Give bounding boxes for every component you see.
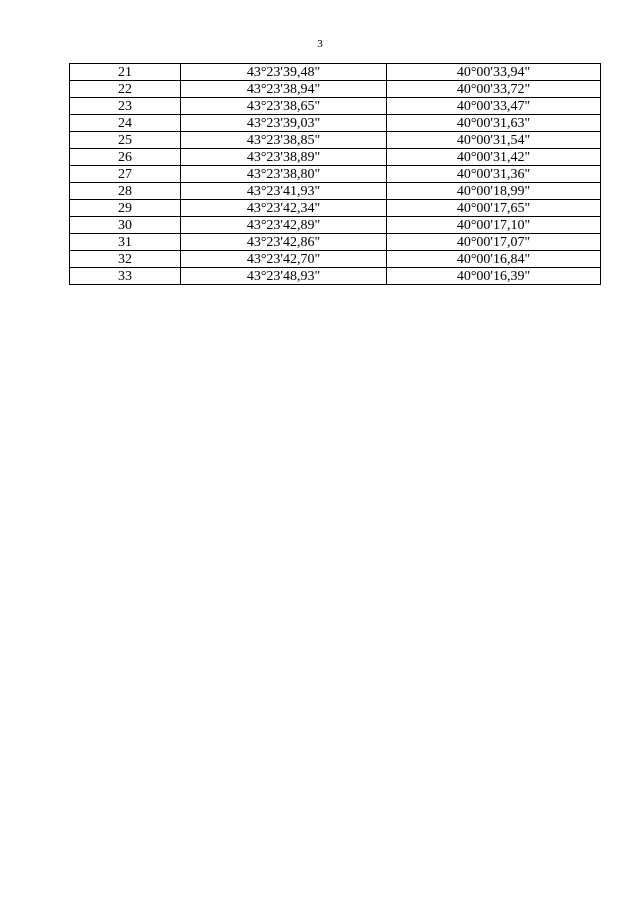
point-number-cell: 27 bbox=[70, 166, 181, 183]
latitude-cell: 43°23'39,48" bbox=[181, 64, 387, 81]
longitude-cell: 40°00'31,42" bbox=[387, 149, 601, 166]
latitude-cell: 43°23'38,85" bbox=[181, 132, 387, 149]
point-number-cell: 29 bbox=[70, 200, 181, 217]
latitude-cell: 43°23'48,93" bbox=[181, 268, 387, 285]
longitude-cell: 40°00'18,99" bbox=[387, 183, 601, 200]
point-number-cell: 21 bbox=[70, 64, 181, 81]
point-number-cell: 30 bbox=[70, 217, 181, 234]
page-number: 3 bbox=[317, 38, 323, 50]
longitude-cell: 40°00'16,84" bbox=[387, 251, 601, 268]
longitude-cell: 40°00'17,07" bbox=[387, 234, 601, 251]
point-number-cell: 32 bbox=[70, 251, 181, 268]
table-row bbox=[70, 183, 601, 200]
longitude-cell: 40°00'16,39" bbox=[387, 268, 601, 285]
longitude-cell: 40°00'33,72" bbox=[387, 81, 601, 98]
latitude-cell: 43°23'42,89" bbox=[181, 217, 387, 234]
table-row bbox=[70, 81, 601, 98]
coordinates-table-body bbox=[70, 64, 601, 285]
latitude-cell: 43°23'38,94" bbox=[181, 81, 387, 98]
point-number-cell: 28 bbox=[70, 183, 181, 200]
table-row bbox=[70, 268, 601, 285]
point-number-cell: 26 bbox=[70, 149, 181, 166]
latitude-cell: 43°23'42,86" bbox=[181, 234, 387, 251]
table-row bbox=[70, 200, 601, 217]
latitude-cell: 43°23'39,03" bbox=[181, 115, 387, 132]
table-row bbox=[70, 98, 601, 115]
latitude-cell: 43°23'38,65" bbox=[181, 98, 387, 115]
table-row bbox=[70, 234, 601, 251]
longitude-cell: 40°00'17,10" bbox=[387, 217, 601, 234]
table-row bbox=[70, 166, 601, 183]
point-number-cell: 24 bbox=[70, 115, 181, 132]
latitude-cell: 43°23'38,80" bbox=[181, 166, 387, 183]
longitude-cell: 40°00'31,36" bbox=[387, 166, 601, 183]
table-row bbox=[70, 217, 601, 234]
table-row bbox=[70, 64, 601, 81]
table-row bbox=[70, 149, 601, 166]
point-number-cell: 25 bbox=[70, 132, 181, 149]
longitude-cell: 40°00'31,63" bbox=[387, 115, 601, 132]
table-row bbox=[70, 115, 601, 132]
longitude-cell: 40°00'31,54" bbox=[387, 132, 601, 149]
longitude-cell: 40°00'33,47" bbox=[387, 98, 601, 115]
table-row bbox=[70, 251, 601, 268]
longitude-cell: 40°00'33,94" bbox=[387, 64, 601, 81]
latitude-cell: 43°23'42,34" bbox=[181, 200, 387, 217]
latitude-cell: 43°23'42,70" bbox=[181, 251, 387, 268]
point-number-cell: 33 bbox=[70, 268, 181, 285]
point-number-cell: 31 bbox=[70, 234, 181, 251]
table-row bbox=[70, 132, 601, 149]
longitude-cell: 40°00'17,65" bbox=[387, 200, 601, 217]
point-number-cell: 23 bbox=[70, 98, 181, 115]
coordinates-table bbox=[69, 63, 601, 285]
latitude-cell: 43°23'38,89" bbox=[181, 149, 387, 166]
point-number-cell: 22 bbox=[70, 81, 181, 98]
latitude-cell: 43°23'41,93" bbox=[181, 183, 387, 200]
